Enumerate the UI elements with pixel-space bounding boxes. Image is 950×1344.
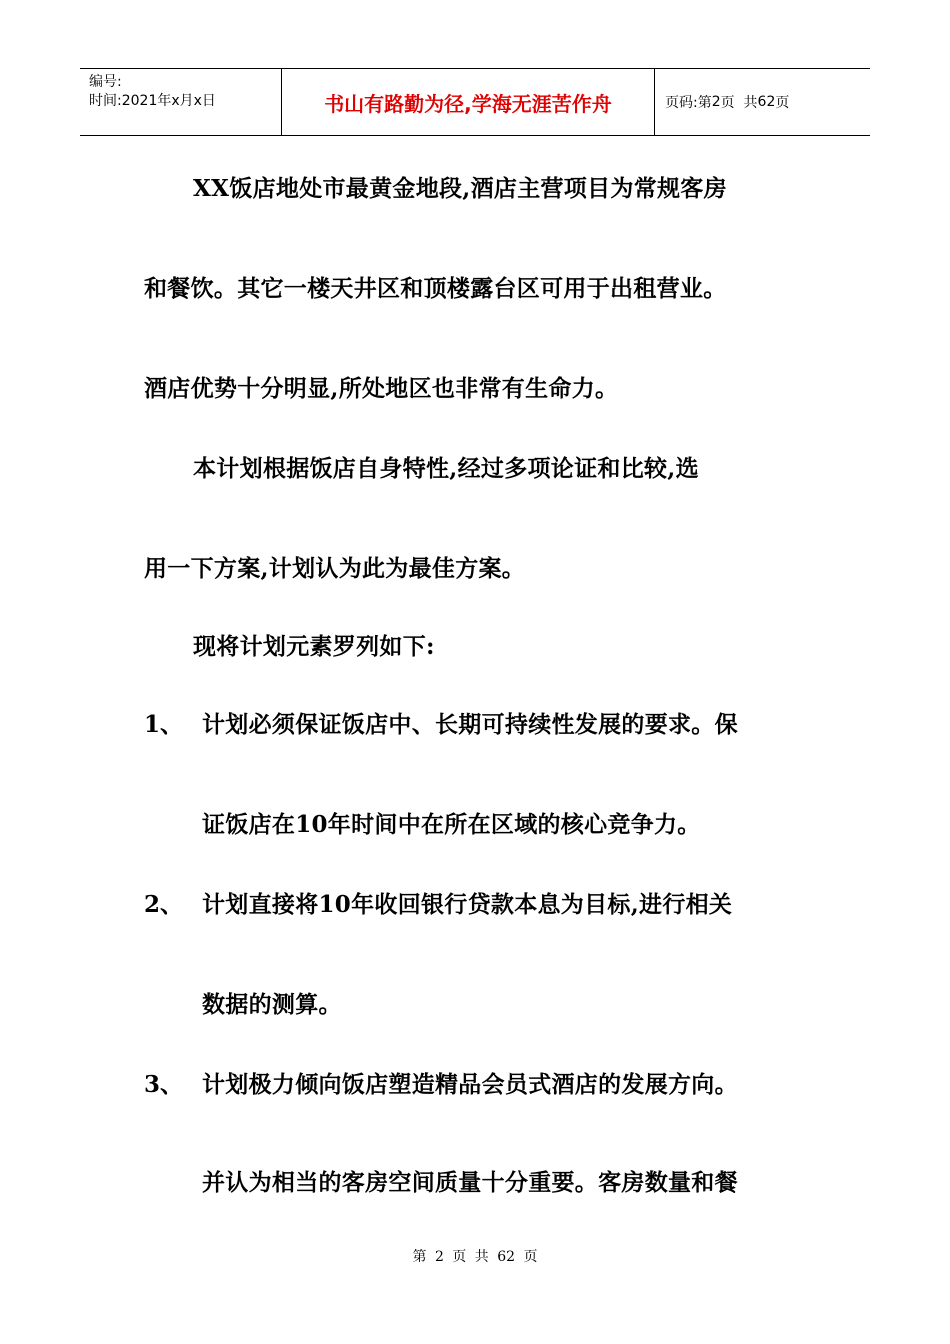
paragraph-1-line-3: 酒店优势十分明显,所处地区也非常有生命力。: [144, 375, 619, 402]
list-item-1-line-1: 计划必须保证饭店中、长期可持续性发展的要求。保: [202, 711, 738, 738]
paragraph-2-line-1: 本计划根据饭店自身特性,经过多项论证和比较,选: [193, 455, 699, 482]
list-item-marker: 1、: [144, 711, 184, 738]
page-header: [80, 68, 870, 136]
page-end: 页: [775, 95, 790, 111]
page-label: 页码:第: [665, 95, 712, 111]
list-item-1-line-2: 证饭店在10年时间中在所在区域的核心竞争力。: [202, 811, 701, 838]
header-page-cell: [655, 69, 870, 135]
paragraph-1-line-1: XX饭店地处市最黄金地段,酒店主营项目为常规客房: [193, 175, 727, 202]
document-time-label: 时间:2021年x月x日: [89, 93, 216, 109]
list-item-marker: 2、: [144, 891, 184, 918]
page-total: 62: [757, 94, 776, 110]
header-meta-cell: [80, 69, 282, 135]
document-number-label: 编号:: [89, 74, 122, 90]
header-motto-cell: [282, 69, 655, 135]
list-item-2-line-2: 数据的测算。: [202, 991, 342, 1018]
page-mid: 页 共: [720, 95, 758, 111]
page-footer: 第 2 页 共 62 页: [412, 1249, 538, 1265]
page-current: 2: [711, 94, 721, 110]
list-item-marker: 3、: [144, 1071, 184, 1098]
paragraph-2-line-2: 用一下方案,计划认为此为最佳方案。: [144, 555, 526, 582]
list-item-3-line-2: 并认为相当的客房空间质量十分重要。客房数量和餐: [202, 1169, 738, 1196]
paragraph-3-line-1: 现将计划元素罗列如下:: [193, 633, 435, 660]
paragraph-1-line-2: 和餐饮。其它一楼天井区和顶楼露台区可用于出租营业。: [144, 275, 727, 302]
list-item-3-line-1: 计划极力倾向饭店塑造精品会员式酒店的发展方向。: [202, 1071, 738, 1098]
list-item-2-line-1: 计划直接将10年收回银行贷款本息为目标,进行相关: [202, 891, 733, 918]
header-motto: 书山有路勤为径,学海无涯苦作舟: [324, 91, 612, 116]
